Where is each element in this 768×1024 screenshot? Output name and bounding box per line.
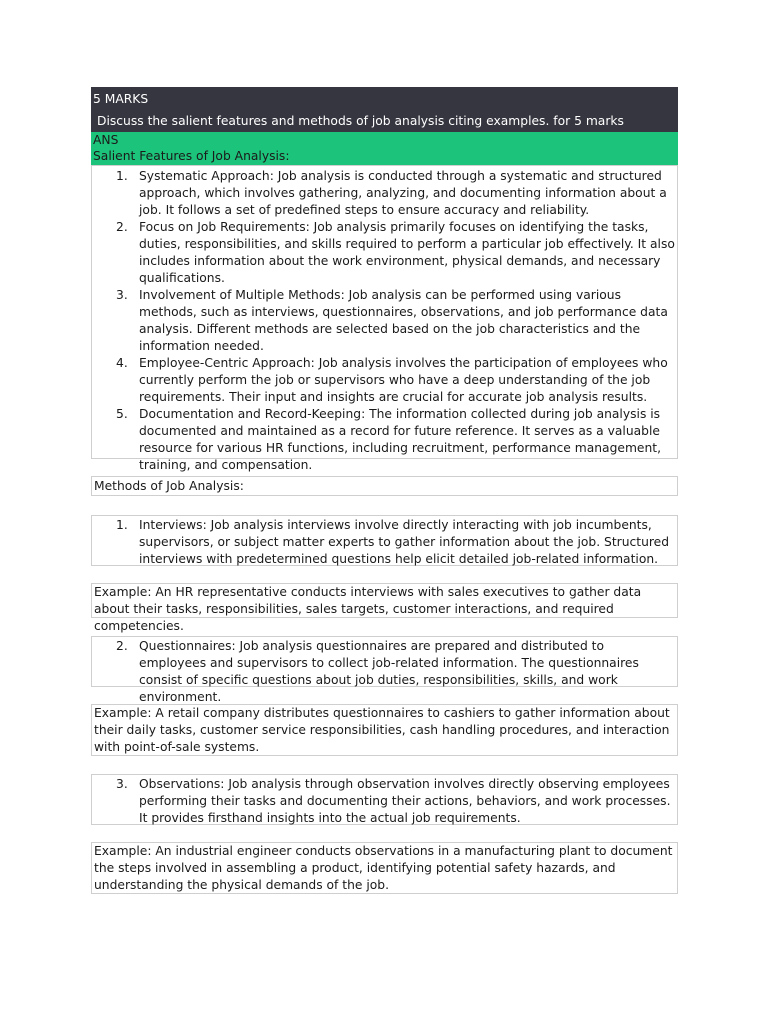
question-header bbox=[91, 87, 678, 132]
item-text: Involvement of Multiple Methods: Job analysis can be performed using various methods, such as interviews, questionnaires, observations, and job performance data analysis. Different methods are selected based on the job characteristics and the information needed. bbox=[139, 288, 668, 353]
method-list bbox=[92, 517, 677, 568]
question-text: Discuss the salient features and methods of job analysis citing examples. for 5 marks bbox=[97, 114, 624, 128]
features-list bbox=[92, 168, 677, 474]
method-list bbox=[92, 776, 677, 827]
list-item bbox=[92, 168, 677, 219]
list-item bbox=[92, 355, 677, 406]
marks-label: 5 MARKS bbox=[93, 92, 149, 106]
item-text: Questionnaires: Job analysis questionnaires are prepared and distributed to employees and supervisors to collect job-related information. The questionnaires consist of specific questions about job duties, responsibilities, skills, and work environment. bbox=[139, 639, 639, 704]
item-number: 2. bbox=[116, 639, 128, 653]
example-box-questionnaires: Example: A retail company distributes questionnaires to cashiers to gather information about their daily tasks, customer service responsibilities, cash handling procedures, and interaction with point-of-sale systems. bbox=[91, 704, 678, 756]
features-title: Salient Features of Job Analysis: bbox=[93, 148, 290, 163]
method-box-interviews bbox=[91, 515, 678, 566]
list-item bbox=[92, 219, 677, 287]
item-number: 2. bbox=[116, 220, 128, 234]
item-text: Documentation and Record-Keeping: The information collected during job analysis is documented and maintained as a record for future reference. It serves as a valuable resource for various HR functions, including recruitment, performance management, training, and compensation. bbox=[139, 407, 662, 472]
item-number: 1. bbox=[116, 169, 128, 183]
item-number: 3. bbox=[116, 777, 128, 791]
item-text: Interviews: Job analysis interviews involve directly interacting with job incumbents, supervisors, or subject matter experts to gather information about the job. Structured interviews with predetermined questions help elicit detailed job-related information. bbox=[139, 518, 670, 566]
example-box-observations: Example: An industrial engineer conducts observations in a manufacturing plant to document the steps involved in assembling a product, identifying potential safety hazards, and understanding the physical demands of the job. bbox=[91, 842, 678, 894]
methods-title: Methods of Job Analysis: bbox=[91, 476, 678, 496]
method-box-observations bbox=[91, 774, 678, 825]
item-number: 5. bbox=[116, 407, 128, 421]
answer-header bbox=[91, 132, 678, 165]
method-list bbox=[92, 638, 677, 706]
item-text: Systematic Approach: Job analysis is conducted through a systematic and structured approach, which involves gathering, analyzing, and documenting information about a job. It follows a set of predefined steps to ensure accuracy and reliability. bbox=[139, 169, 667, 217]
features-box bbox=[91, 165, 678, 472]
list-item bbox=[92, 638, 677, 706]
item-number: 3. bbox=[116, 288, 128, 302]
document-page bbox=[91, 87, 678, 894]
list-item bbox=[92, 406, 677, 474]
method-box-questionnaires bbox=[91, 636, 678, 704]
list-item bbox=[92, 776, 677, 827]
list-item bbox=[92, 517, 677, 568]
list-item bbox=[92, 287, 677, 355]
ans-label: ANS bbox=[93, 133, 119, 147]
item-number: 4. bbox=[116, 356, 128, 370]
item-text: Observations: Job analysis through observation involves directly observing employees performing their tasks and documenting their actions, behaviors, and work processes. It provides firsthand insights into the actual job requirements. bbox=[139, 777, 671, 825]
item-number: 1. bbox=[116, 518, 128, 532]
item-text: Focus on Job Requirements: Job analysis primarily focuses on identifying the tasks, duties, responsibilities, and skills required to perform a particular job effectively. It also includes information about the work environment, physical demands, and necessary qualifications. bbox=[139, 220, 675, 285]
example-box-interviews: Example: An HR representative conducts interviews with sales executives to gather data about their tasks, responsibilities, sales targets, customer interactions, and required competencies. bbox=[91, 583, 678, 618]
item-text: Employee-Centric Approach: Job analysis involves the participation of employees who currently perform the job or supervisors who have a deep understanding of the job requirements. Their input and insights are crucial for accurate job analysis results. bbox=[139, 356, 668, 404]
